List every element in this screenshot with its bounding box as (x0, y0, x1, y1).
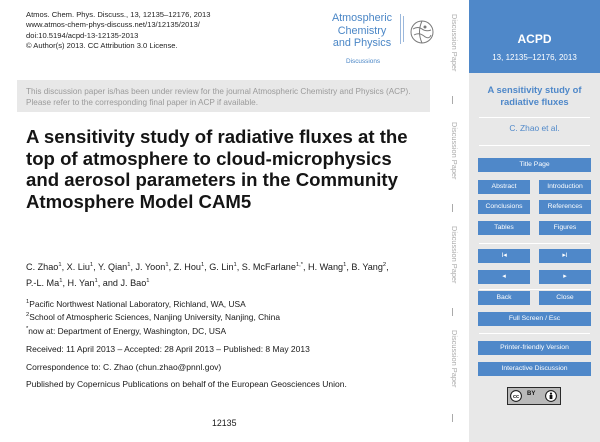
globe-icon (410, 20, 434, 44)
author (242, 262, 303, 272)
affiliation-text: School of Atmospheric Sciences, Nanjing University, Nanjing, China (29, 312, 280, 323)
divider (479, 243, 590, 244)
author-name: B. Yang (351, 262, 383, 273)
affiliation-text: Pacific Northwest National Laboratory, Richland, WA, USA (29, 298, 246, 309)
author-affiliation-marker: 1 (200, 262, 205, 268)
author-name: H. Wang (308, 262, 344, 273)
paper-title: A sensitivity study of radiative fluxes at the top of atmosphere to cloud-microphysics and aerosol parameters in the Community Atmosphere Model CAM5 (26, 126, 408, 212)
correspondence: Correspondence to: C. Zhao (chun.zhao@pnnl.gov) (26, 362, 222, 372)
publisher-note: Published by Copernicus Publications on behalf of the European Geosciences Union. (26, 379, 347, 389)
strip-separator (452, 96, 453, 104)
divider (479, 117, 590, 118)
author-name: S. McFarlane (241, 262, 296, 273)
affiliation (26, 297, 280, 310)
next-page-button[interactable]: ▸ (539, 270, 591, 284)
doi[interactable]: doi:10.5194/acpd-13-12135-2013 (26, 30, 139, 40)
references-button[interactable]: References (539, 200, 591, 214)
author (26, 262, 62, 272)
author-affiliation-marker: 1 (89, 262, 94, 268)
author-name: J. Bao (120, 277, 147, 288)
author (67, 262, 94, 272)
author-affiliation-marker: 1 (233, 262, 237, 268)
attribution-person-icon (545, 390, 557, 402)
author-affiliation-marker: 1 (146, 277, 150, 284)
divider (479, 145, 590, 146)
strip-separator (452, 414, 453, 422)
introduction-button[interactable]: Introduction (539, 180, 591, 194)
svg-text:cc: cc (513, 394, 519, 401)
full-screen-button[interactable]: Full Screen / Esc (478, 312, 591, 326)
author-affiliation-marker: 1 (165, 262, 169, 268)
affiliation-marker: * (26, 325, 29, 332)
author-name: P.-L. Ma (26, 277, 60, 288)
license: © Author(s) 2013. CC Attribution 3.0 License. (26, 41, 178, 51)
author-name: G. Lin (209, 262, 234, 273)
cc-icon (510, 390, 522, 402)
author-affiliation-marker: 1 (127, 262, 131, 268)
previous-page-button[interactable]: ◂ (478, 270, 530, 284)
author (351, 262, 386, 272)
author (98, 262, 130, 272)
first-page-button[interactable]: I◂ (478, 249, 530, 263)
cc-label: BY (527, 391, 536, 397)
nav-short-title: A sensitivity study of radiative fluxes (487, 84, 582, 107)
close-button[interactable]: Close (539, 291, 591, 305)
side-label: Discussion Paper (450, 14, 459, 72)
author-affiliation-marker: 1 (94, 277, 98, 284)
affiliation-marker: 1 (26, 299, 30, 305)
side-label: Discussion Paper (450, 330, 459, 388)
logo-line-3: and Physics (332, 37, 392, 50)
author-name: X. Liu (66, 262, 90, 273)
author-affiliation-marker: 1 (59, 277, 63, 284)
publication-dates: Received: 11 April 2013 – Accepted: 28 April 2013 – Published: 8 May 2013 (26, 344, 310, 354)
author (174, 262, 205, 272)
divider (479, 333, 590, 334)
author-affiliation-marker: 1 (58, 262, 62, 268)
journal-acronym: ACPD (517, 32, 552, 46)
author (136, 262, 169, 272)
tables-button[interactable]: Tables (478, 221, 530, 235)
author (308, 262, 346, 272)
journal-url[interactable]: www.atmos-chem-phys-discuss.net/13/12135/2013/ (26, 20, 200, 30)
affiliation (26, 310, 280, 323)
review-notice (17, 80, 430, 112)
author (209, 262, 237, 272)
journal-issue: 13, 12135–12176, 2013 (492, 53, 577, 62)
side-label: Discussion Paper (450, 226, 459, 284)
abstract-button[interactable]: Abstract (478, 180, 530, 194)
discussion-paper-strip (443, 0, 463, 442)
journal-logo (318, 8, 436, 74)
interactive-discussion-button[interactable]: Interactive Discussion (478, 362, 591, 376)
affiliation-text: now at: Department of Energy, Washington, DC, USA (28, 325, 227, 336)
logo-discussions: Discussions (346, 58, 381, 65)
conclusions-button[interactable]: Conclusions (478, 200, 530, 214)
author (120, 278, 149, 288)
affiliation (26, 324, 280, 337)
logo-line-1: Atmospheric (331, 12, 392, 24)
author (26, 278, 62, 288)
strip-separator (452, 308, 453, 316)
author-affiliation-marker: 2 (382, 262, 387, 268)
author (68, 278, 98, 288)
author-affiliation-marker: 1 (343, 262, 347, 268)
author-list: C. Zhao$^1$, X. Liu$^1$, Y. Qian$^1$, J. Yoon$^1$, Z. Hou$^1$, G. Lin$^1$, S. McFarlane$^{1,*}$, H. Wang$^1$, B. Yang$^2$, P.-L. Ma$^1$, H. Yan$^1$, and J. Bao$^1$ (26, 262, 389, 288)
printer-friendly-button[interactable]: Printer-friendly Version (478, 341, 591, 355)
author-name: C. Zhao (26, 262, 59, 273)
egu-mark-icon (398, 14, 408, 44)
side-label: Discussion Paper (450, 122, 459, 180)
creative-commons-badge[interactable] (507, 387, 561, 405)
review-notice-text: This discussion paper is/has been under review for the journal Atmospheric Chemistry and Physics (ACP). Please refer to the corresponding final paper in ACP if available. (26, 87, 411, 107)
nav-authors: C. Zhao et al. (509, 123, 560, 133)
journal-header (469, 0, 600, 73)
author-name: Z. Hou (173, 262, 201, 273)
page-number: 12135 (212, 418, 237, 428)
last-page-button[interactable]: ▸I (539, 249, 591, 263)
strip-separator (452, 204, 453, 212)
author-conjunction: and (102, 277, 118, 288)
title-page-button[interactable]: Title Page (478, 158, 591, 172)
back-button[interactable]: Back (478, 291, 530, 305)
navigation-panel (469, 0, 600, 442)
divider (479, 289, 590, 290)
logo-line-2: Chemistry (337, 24, 387, 37)
citation-block (26, 10, 210, 52)
affiliation-marker: 2 (26, 312, 30, 319)
affiliation-list (26, 297, 280, 337)
figures-button[interactable]: Figures (539, 221, 591, 235)
author-name: J. Yoon (135, 262, 166, 273)
author-name: Y. Qian (98, 262, 128, 273)
author-affiliation-marker: 1,* (295, 262, 303, 268)
author-name: H. Yan (67, 277, 95, 288)
citation: Atmos. Chem. Phys. Discuss., 13, 12135–12176, 2013 (26, 10, 211, 19)
